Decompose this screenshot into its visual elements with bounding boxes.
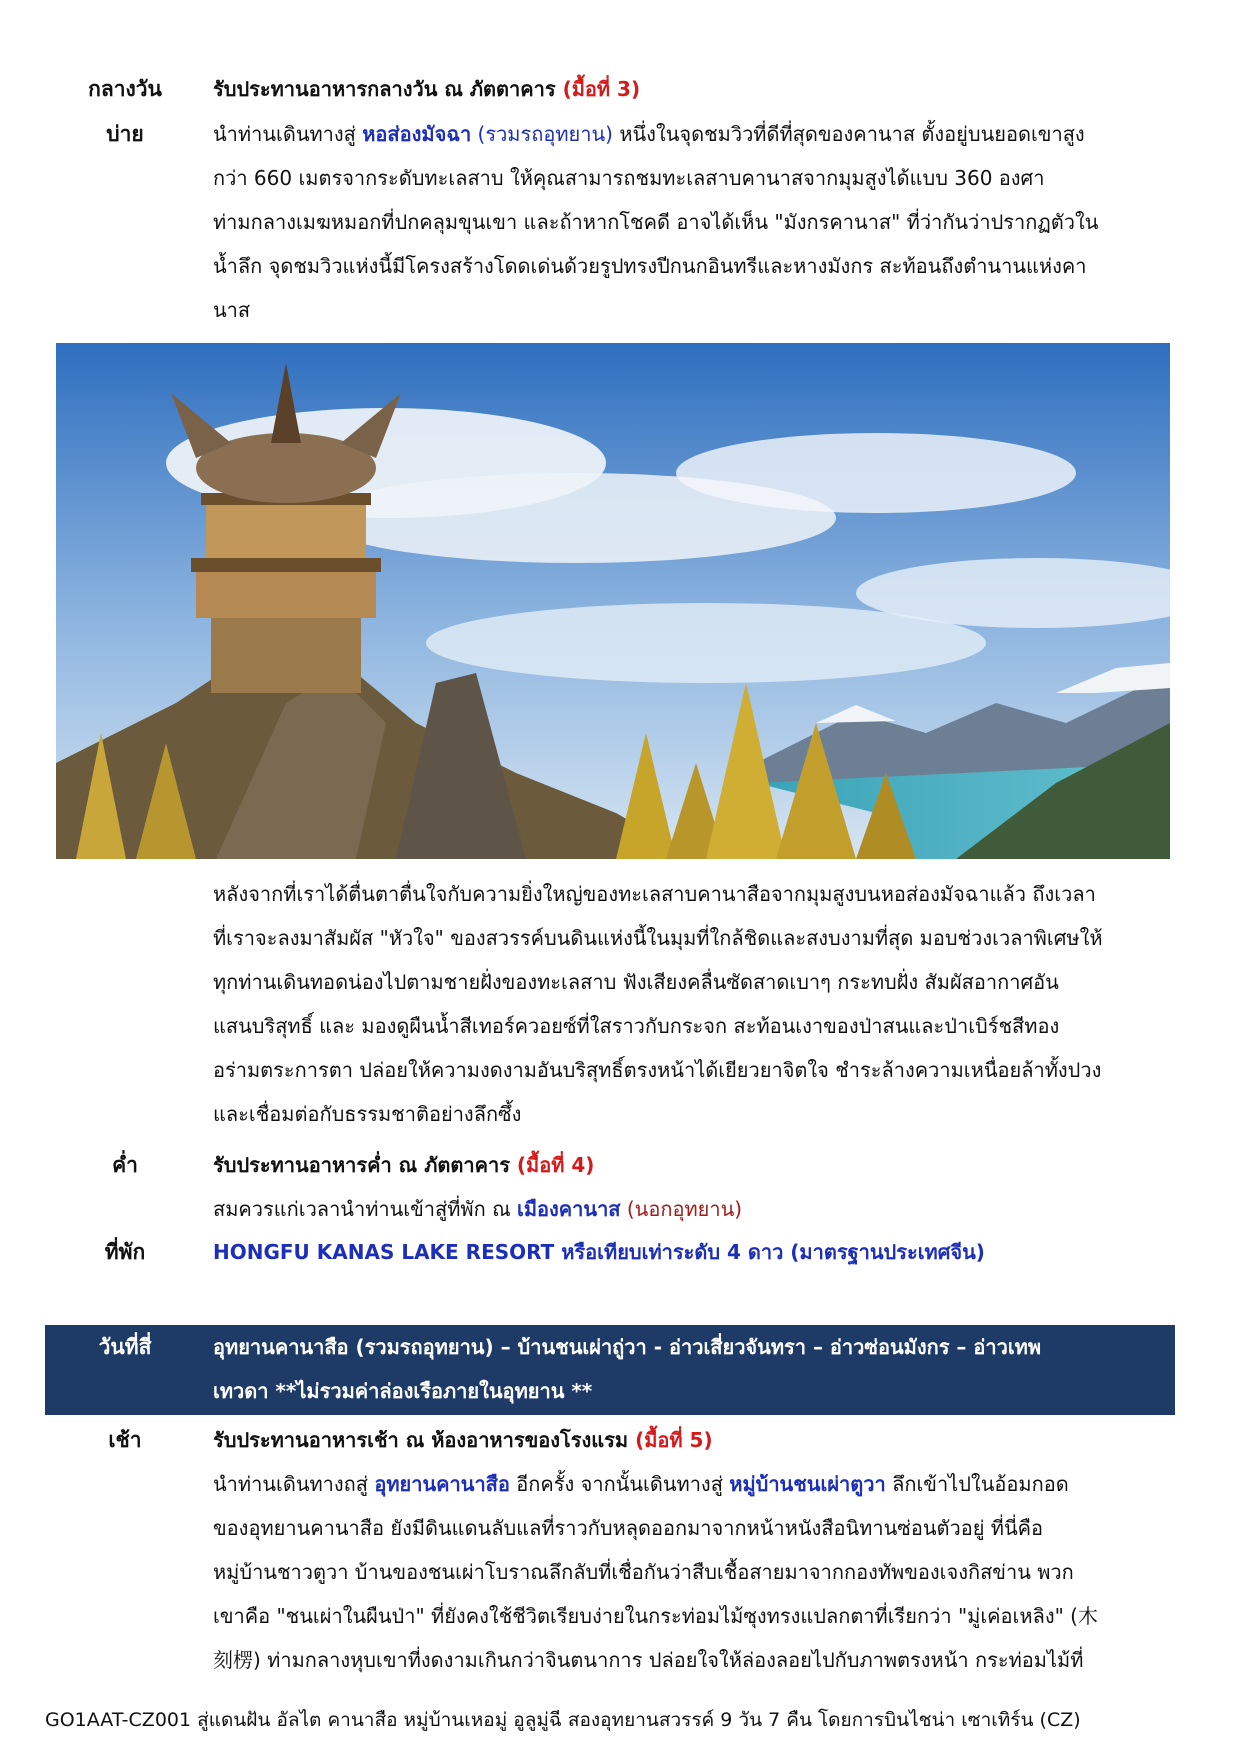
hotel-label: ที่พัก (104, 1240, 146, 1264)
afternoon-line-1: นำท่านเดินทางสู่ หอส่องมัจฉา (รวมรถอุทยาน) หนึ่งในจุดชมวิวที่ดีที่สุดของคานาส ตั้งอยู่บนยอดเขาสูง (213, 122, 1085, 146)
lunch-meal-number: (มื้อที่ 3) (562, 77, 641, 101)
breakfast-line-2: ของอุทยานคานาสือ ยังมีดินแดนลับแลที่ราวกับหลุดออกมาจากหน้าหนังสือนิทานซ่อนตัวอยู่ ที่นี่คือ (213, 1516, 1044, 1540)
day4-banner (45, 1325, 1175, 1415)
afternoon-label: บ่าย (106, 122, 144, 146)
breakfast-meal-number: (มื้อที่ 5) (635, 1428, 713, 1452)
breakfast-line-4: เขาคือ "ชนเผ่าในผืนป่า" ที่ยังคงใช้ชีวิตเรียบง่ายในกระท่อมไม้ซุงทรงแปลกตาที่เรียกว่า "มู่เค่อเหลิง" (木 (213, 1604, 1098, 1628)
afternoon-line-3: ท่ามกลางเมฆหมอกที่ปกคลุมขุนเขา และถ้าหากโชคดี อาจได้เห็น "มังกรคานาส" ที่ว่ากันว่าปรากฏตัวใน (213, 210, 1099, 234)
lakeside-line-4: แสนบริสุทธิ์ และ มองดูผืนน้ำสีเทอร์ควอยซ์ที่ใสราวกับกระจก สะท้อนเงาของป่าสนและป่าเบิร์ชสีทอง (213, 1014, 1060, 1038)
afternoon-line-5: นาส (213, 298, 251, 322)
lakeside-line-2: ที่เราจะลงมาสัมผัส "หัวใจ" ของสวรรค์บนดินแห่งนี้ในมุมที่ใกล้ชิดและสงบงามที่สุด มอบช่วงเวลาพิเศษให้ (213, 926, 1103, 950)
lakeside-line-3: ทุกท่านเดินทอดน่องไปตามชายฝั่งของทะเลสาบ ฟังเสียงคลื่นซัดสาดเบาๆ กระทบฝั่ง สัมผัสอากาศอัน (213, 970, 1059, 994)
fish-viewing-tower-name: หอส่องมัจฉา (362, 122, 472, 146)
day4-label: วันที่สี่ (98, 1335, 152, 1359)
lakeside-line-6: และเชื่อมต่อกับธรรมชาติอย่างลึกซึ้ง (213, 1102, 522, 1126)
lunch-text: รับประทานอาหารกลางวัน ณ ภัตตาคาร (มื้อที่ 3) (213, 77, 641, 101)
fish-viewing-tower-photo (56, 343, 1170, 859)
dinner-text: รับประทานอาหารค่ำ ณ ภัตตาคาร (มื้อที่ 4) สมควรแก่เวลานำท่านเข้าสู่ที่พัก ณ เมืองคานาส (นอกอุทยาน) (213, 1153, 743, 1221)
breakfast-label: เช้า (108, 1428, 142, 1452)
lakeside-line-5: อร่ามตระการตา ปล่อยให้ความงดงามอันบริสุทธิ์ตรงหน้าได้เยียวยาจิตใจ ชำระล้างความเหนื่อยล้าทั้งปวง (213, 1058, 1102, 1082)
tuva-village-name: หมู่บ้านชนเผ่าตูวา (729, 1472, 886, 1496)
dinner-meal-number: (มื้อที่ 4) (516, 1153, 595, 1177)
afternoon-line-4: น้ำลึก จุดชมวิวแห่งนี้มีโครงสร้างโดดเด่นด้วยรูปทรงปีกนกอินทรีและหางมังกร สะท้อนถึงตำนานแห่งคา (213, 254, 1087, 278)
lakeside-paragraph (213, 872, 1175, 1136)
hotel-name: HONGFU KANAS LAKE RESORT หรือเทียบเท่าระดับ 4 ดาว (มาตรฐานประเทศจีน) (213, 1240, 985, 1264)
page-footer: GO1AAT-CZ001 สู่แดนฝัน อัลไต คานาสือ หมู่บ้านเหอมู่ อูลูมู่ฉี สองอุทยานสวรรค์ 9 วัน 7 คืน โดยการบินไชน่า เซาเทิร์น (CZ) (45, 1709, 1081, 1731)
lunch-label: กลางวัน (88, 77, 162, 101)
breakfast-paragraph: รับประทานอาหารเช้า ณ ห้องอาหารของโรงแรม (มื้อที่ 5) นำท่านเดินทางถสู่ อุทยานคานาสือ อีกครั้ง จากนั้นเดินทางสู่ หมู่บ้านชนเผ่าตูวา ลึกเข้าไปในอ้อมกอด ของอุทยานคานาสือ ยังมีดินแดนลับแลที่ราวกับหลุดออกมาจากหน้าหนังสือนิทานซ่อนตัวอยู่ ที่นี่คือ หมู่บ้านชาวตูวา บ้านของชนเผ่าโบราณลึกลับที่เชื่อกันว่าสืบเชื้อสายมาจากกองทัพของเจงกิสข่าน พวก เขาคือ "ชนเผ่าในผืนป่า" ที่ยังคงใช้ชีวิตเรียบง่ายในกระท่อมไม้ซุงทรงแปลกตาที่เรียกว่า "มู่เค่อเหลิง" (木 刻楞) ท่ามกลางหุบเขาที่งดงามเกินกว่าจินตนาการ ปล่อยใจให้ล่องลอยไปกับภาพตรงหน้า กระท่อมไม้ที่ (213, 1418, 1175, 1682)
dinner-label: ค่ำ (112, 1153, 138, 1177)
day4-title: อุทยานคานาสือ (รวมรถอุทยาน) – บ้านชนเผ่าถู่วา - อ่าวเสี่ยวจันทรา – อ่าวซ่อนมังกร – อ่าวเทพ เทวดา **ไม่รวมค่าล่องเรือภายในอุทยาน ** (213, 1335, 1042, 1403)
breakfast-line-3: หมู่บ้านชาวตูวา บ้านของชนเผ่าโบราณลึกลับที่เชื่อกันว่าสืบเชื้อสายมาจากกองทัพของเจงกิสข่าน พวก (213, 1560, 1074, 1584)
breakfast-line-1: นำท่านเดินทางถสู่ อุทยานคานาสือ อีกครั้ง จากนั้นเดินทางสู่ หมู่บ้านชนเผ่าตูวา ลึกเข้าไปในอ้อมกอด (213, 1472, 1069, 1496)
afternoon-paragraph (213, 112, 1175, 332)
kanas-park-name: อุทยานคานาสือ (374, 1472, 510, 1496)
breakfast-line-5: 刻楞) ท่ามกลางหุบเขาที่งดงามเกินกว่าจินตนาการ ปล่อยใจให้ล่องลอยไปกับภาพตรงหน้า กระท่อมไม้ที่ (213, 1648, 1084, 1672)
lakeside-line-1: หลังจากที่เราได้ตื่นตาตื่นใจกับความยิ่งใหญ่ของทะเลสาบคานาสือจากมุมสูงบนหอส่องมัจฉาแล้ว ถึงเวลา (213, 882, 1096, 906)
kanas-town-name: เมืองคานาส (516, 1197, 621, 1221)
afternoon-line-2: กว่า 660 เมตรจากระดับทะเลสาบ ให้คุณสามารถชมทะเลสาบคานาสจากมุมสูงได้แบบ 360 องศา (213, 166, 1045, 190)
